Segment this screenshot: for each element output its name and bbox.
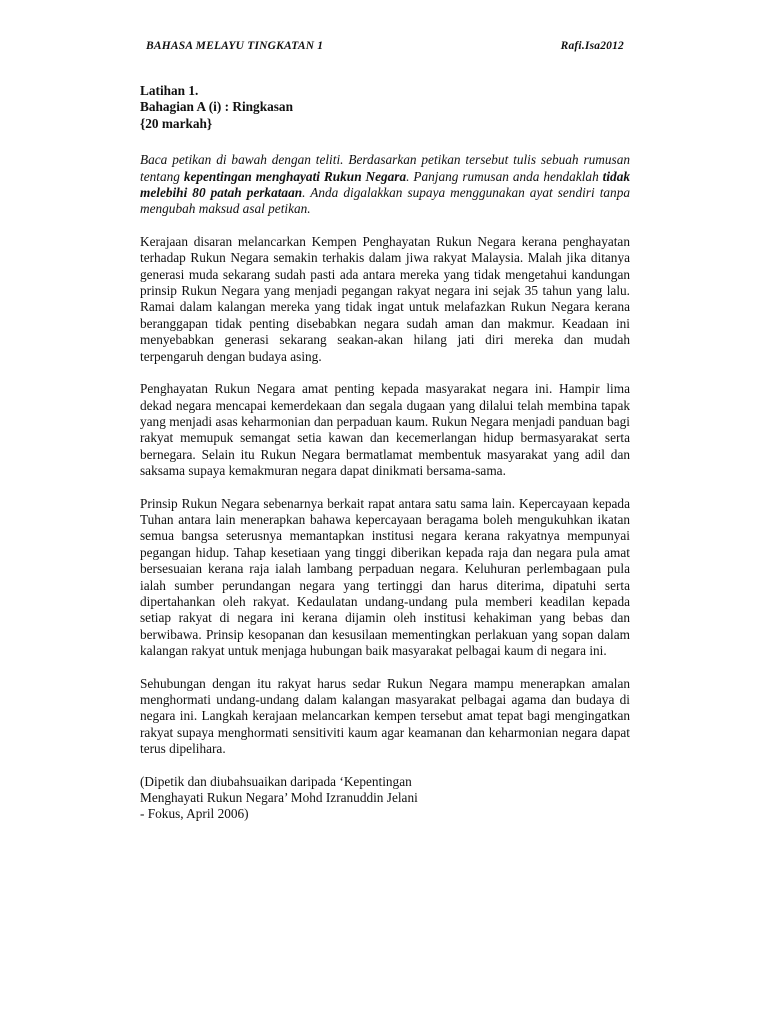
- exercise-heading: [140, 83, 630, 132]
- passage-paragraph-3: Prinsip Rukun Negara sebenarnya berkait rapat antara satu sama lain. Kepercayaan kepada Tuhan antara lain menerapkan bahawa kepercayaan beragama boleh mengukuhkan ikatan semua bangsa seterusnya memantapkan institusi negara kerana rakyatnya mempunyai pegangan hidup. Tahap kesetiaan yang tinggi diberikan kepada raja dan negara pula amat bersesuaian kerana raja ialah lambang perpaduan negara. Keluhuran perlembagaan pula ialah sumber perundangan negara yang tertinggi dan harus diterima, dipatuhi serta dipertahankan oleh rakyat. Kedaulatan undang-undang pula memberi keadilan kepada setiap rakyat di negara ini kerana dijamin oleh institusi kehakiman yang bebas dan berwibawa. Prinsip kesopanan dan kesusilaan mementingkan perlakuan yang sopan dalam kalangan rakyat untuk menjaga hubungan baik masyarakat pelbagai kaum di negara ini.: [140, 495, 630, 659]
- document-body: [140, 83, 630, 823]
- passage-paragraph-2: Penghayatan Rukun Negara amat penting kepada masyarakat negara ini. Hampir lima dekad negara mencapai kemerdekaan dan segala dugaan yang dilalui telah membina tapak yang menjadi asas keharmonian dan perpaduan kaum. Rukun Negara menjadi panduan bagi rakyat memupuk semangat setia kawan dan kecemerlangan hidup bermasyarakat serta bernegara. Selain itu Rukun Negara bermatlamat membentuk masyarakat yang adil dan saksama supaya kemakmuran negara dapat dinikmati bersama-sama.: [140, 381, 630, 479]
- header-subject: BAHASA MELAYU TINGKATAN 1: [146, 40, 324, 52]
- instruction-text: [140, 152, 630, 218]
- passage-paragraph-4: Sehubungan dengan itu rakyat harus sedar Rukun Negara mampu menerapkan amalan menghormati undang-undang dalam kalangan masyarakat pelbagai agama dan budaya di negara ini. Langkah kerajaan melancarkan kempen tersebut amat tepat bagi mengingatkan rakyat supaya menghormati sensitiviti kaum agar keamanan dan keharmonian negara dapat terus dipelihara.: [140, 675, 630, 757]
- instruction-part-2: . Panjang rumusan anda hendaklah: [406, 168, 603, 184]
- instruction-part-3: . Anda digalakkan supaya menggunakan ayat sendiri tanpa mengubah maksud asal petikan.: [140, 185, 630, 217]
- section-title: Bahagian A (i) : Ringkasan: [140, 99, 293, 115]
- header-author: Rafi.Isa2012: [560, 40, 624, 52]
- source-line-1: (Dipetik dan diubahsuaikan daripada ‘Kepentingan: [140, 773, 412, 789]
- marks-label: {20 markah}: [140, 115, 213, 131]
- source-line-3: - Fokus, April 2006): [140, 806, 249, 822]
- page-header: [146, 40, 624, 52]
- exercise-title: Latihan 1.: [140, 83, 199, 98]
- source-line-2: Menghayati Rukun Negara’ Mohd Izranuddin Jelani: [140, 790, 418, 806]
- instruction-emphasis-topic: kepentingan menghayati Rukun Negara: [183, 168, 407, 184]
- source-citation: [140, 774, 480, 823]
- passage-paragraph-1: Kerajaan disaran melancarkan Kempen Penghayatan Rukun Negara kerana penghayatan terhadap Rukun Negara semakin terhakis dalam jiwa rakyat Malaysia. Malah jika ditanya generasi muda sekarang sudah pasti ada antara mereka yang tidak mengetahui kandungan prinsip Rukun Negara yang menjadi pegangan rakyat negara ini sejak 35 tahun yang lalu. Ramai dalam kalangan mereka yang tidak ingat untuk melafazkan Rukun Negara kerana beranggapan tidak penting disebabkan negara sudah aman dan makmur. Keadaan ini menyebabkan generasi sekarang seakan-akan hilang jati diri mereka dan mudah terpengaruh dengan budaya asing.: [140, 233, 630, 364]
- instruction-part-1: Baca petikan di bawah dengan teliti. Berdasarkan petikan tersebut tulis sebuah rumusan tentang: [140, 152, 630, 184]
- instruction-emphasis-word-limit: tidak melebihi 80 patah perkataan: [140, 168, 630, 201]
